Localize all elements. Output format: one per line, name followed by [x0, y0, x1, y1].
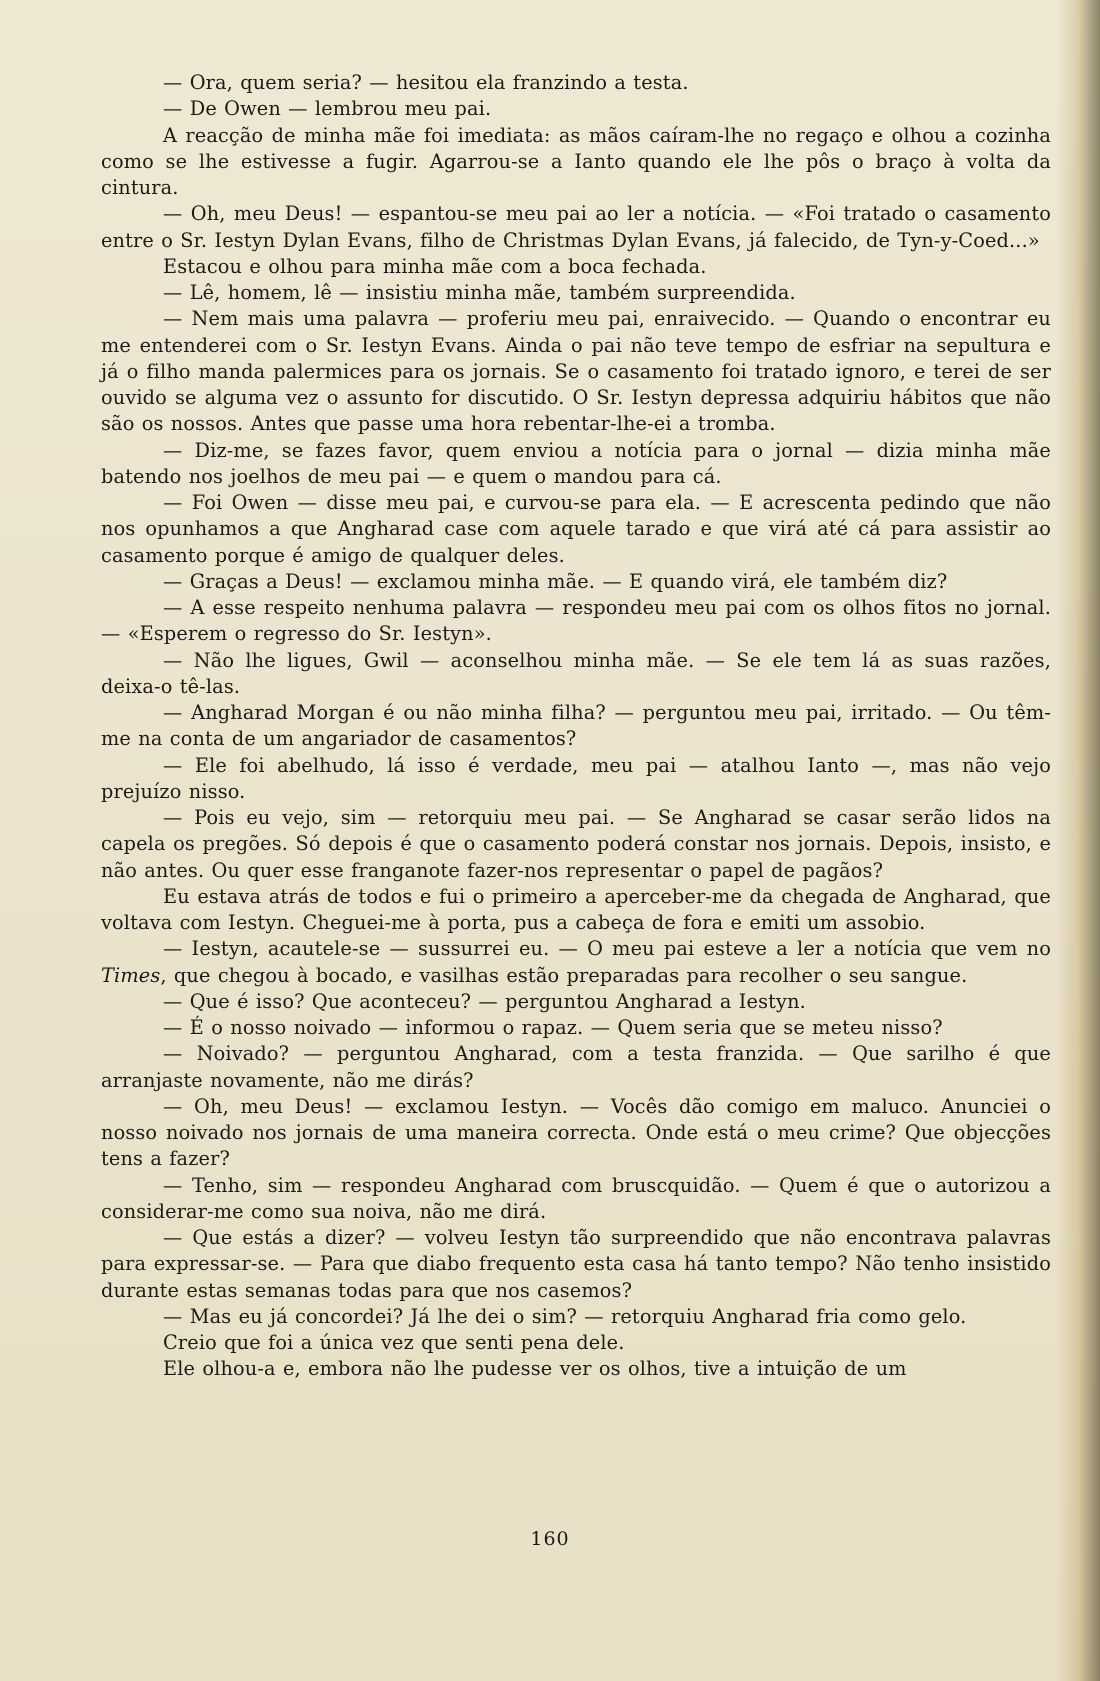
paragraph: Ele olhou-a e, embora não lhe pudesse ver os olhos, tive a intuição de um — [163, 1357, 907, 1381]
paragraph: — A esse respeito nenhuma palavra — respondeu meu pai com os olhos fitos no jornal. — «Esperem o regresso do Sr. Iestyn». — [101, 596, 1051, 646]
paragraph-times — [101, 936, 1051, 989]
paragraph: — Que estás a dizer? — volveu Iestyn tão surpreendido que não encontrava palavras para expressar-se. — Para que diabo frequento esta casa há tanto tempo? Não tenho insistido durante estas semanas todas para que nos casemos? — [101, 1226, 1051, 1302]
paragraph: — É o nosso noivado — informou o rapaz. — Quem seria que se meteu nisso? — [163, 1016, 943, 1039]
paragraph: A reacção de minha mãe foi imediata: as mãos caíram-lhe no regaço e olhou a cozinha como se lhe estivesse a fugir. Agarrou-se a Ianto quando ele lhe pôs o braço à volta da cintura. — [101, 123, 1051, 199]
paragraph: — Pois eu vejo, sim — retorquiu meu pai. — Se Angharad se casar serão lidos na capela os pregões. Só depois é que o casamento poderá constar nos jornais. Depois, insisto, e não antes. Ou quer esse franganote fazer-nos representar o papel de pagãos? — [101, 806, 1051, 882]
page-number: 160 — [530, 1528, 570, 1550]
paragraph: Creio que foi a única vez que senti pena dele. — [163, 1331, 625, 1354]
paragraph: — De Owen — lembrou meu pai. — [163, 97, 492, 121]
paragraph: — Lê, homem, lê — insistiu minha mãe, também surpreendida. — [163, 281, 796, 304]
body-text — [101, 70, 1051, 1383]
paragraph: — Graças a Deus! — exclamou minha mãe. — E quando virá, ele também diz? — [163, 569, 948, 593]
paragraph: — Noivado? — perguntou Angharad, com a testa franzida. — Que sarilho é que arranjaste novamente, não me dirás? — [101, 1042, 1051, 1092]
paragraph: — Não lhe ligues, Gwil — aconselhou minha mãe. — Se ele tem lá as suas razões, deixa-o tê-las. — [101, 648, 1051, 698]
paragraph: Estacou e olhou para minha mãe com a boca fechada. — [163, 254, 707, 278]
paragraph: — Nem mais uma palavra — proferiu meu pai, enraivecido. — Quando o encontrar eu me entenderei com o Sr. Iestyn Evans. Ainda o pai não teve tempo de esfriar na sepultura e já o filho manda palermices para os jornais. Se o casamento foi tratado ignoro, e terei de ser ouvido se alguma vez o assunto for discutido. O Sr. Iestyn depressa adquiriu hábitos que não são os nossos. Antes que passe uma hora rebentar-lhe-ei a tromba. — [101, 307, 1051, 436]
text-run: — Iestyn, acautele-se — sussurrei eu. — O meu pai esteve a ler a notícia que vem no — [163, 937, 1051, 961]
paragraph: — Ele foi abelhudo, lá isso é verdade, meu pai — atalhou Ianto —, mas não vejo prejuízo nisso. — [101, 753, 1051, 803]
paragraph: — Que é isso? Que aconteceu? — perguntou Angharad a Iestyn. — [163, 989, 806, 1013]
newspaper-title: Times — [101, 963, 161, 987]
paragraph: — Foi Owen — disse meu pai, e curvou-se para ela. — E acrescenta pedindo que não nos opunhamos a que Angharad case com aquele tarado e que virá até cá para assistir ao casamento porque é amigo de qualquer deles. — [101, 491, 1051, 567]
paragraph: Eu estava atrás de todos e fui o primeiro a aperceber-me da chegada de Angharad, que voltava com Iestyn. Cheguei-me à porta, pus a cabeça de fora e emiti um assobio. — [101, 884, 1051, 934]
paragraph: — Oh, meu Deus! — espantou-se meu pai ao ler a notícia. — «Foi tratado o casamento entre o Sr. Iestyn Dylan Evans, filho de Christmas Dylan Evans, já falecido, de Tyn-y-Coed...» — [101, 202, 1051, 252]
paragraph: — Oh, meu Deus! — exclamou Iestyn. — Vocês dão comigo em maluco. Anunciei o nosso noivado nos jornais de uma maneira correcta. Onde está o meu crime? Que objecções tens a fazer? — [101, 1094, 1051, 1171]
paragraph: — Diz-me, se fazes favor, quem enviou a notícia para o jornal — dizia minha mãe batendo nos joelhos de meu pai — e quem o mandou para cá. — [101, 438, 1051, 488]
paragraph: — Mas eu já concordei? Já lhe dei o sim? — retorquiu Angharad fria como gelo. — [163, 1304, 967, 1328]
paragraph: — Ora, quem seria? — hesitou ela franzindo a testa. — [163, 71, 689, 94]
paragraph: — Tenho, sim — respondeu Angharad com bruscquidão. — Quem é que o autorizou a considerar-me como sua noiva, não me dirá. — [101, 1173, 1051, 1223]
paragraph: — Angharad Morgan é ou não minha filha? — perguntou meu pai, irritado. — Ou têm-me na conta de um angariador de casamentos? — [101, 701, 1051, 751]
text-run: , que chegou à bocado, e vasilhas estão preparadas para recolher o seu sangue. — [160, 963, 968, 987]
